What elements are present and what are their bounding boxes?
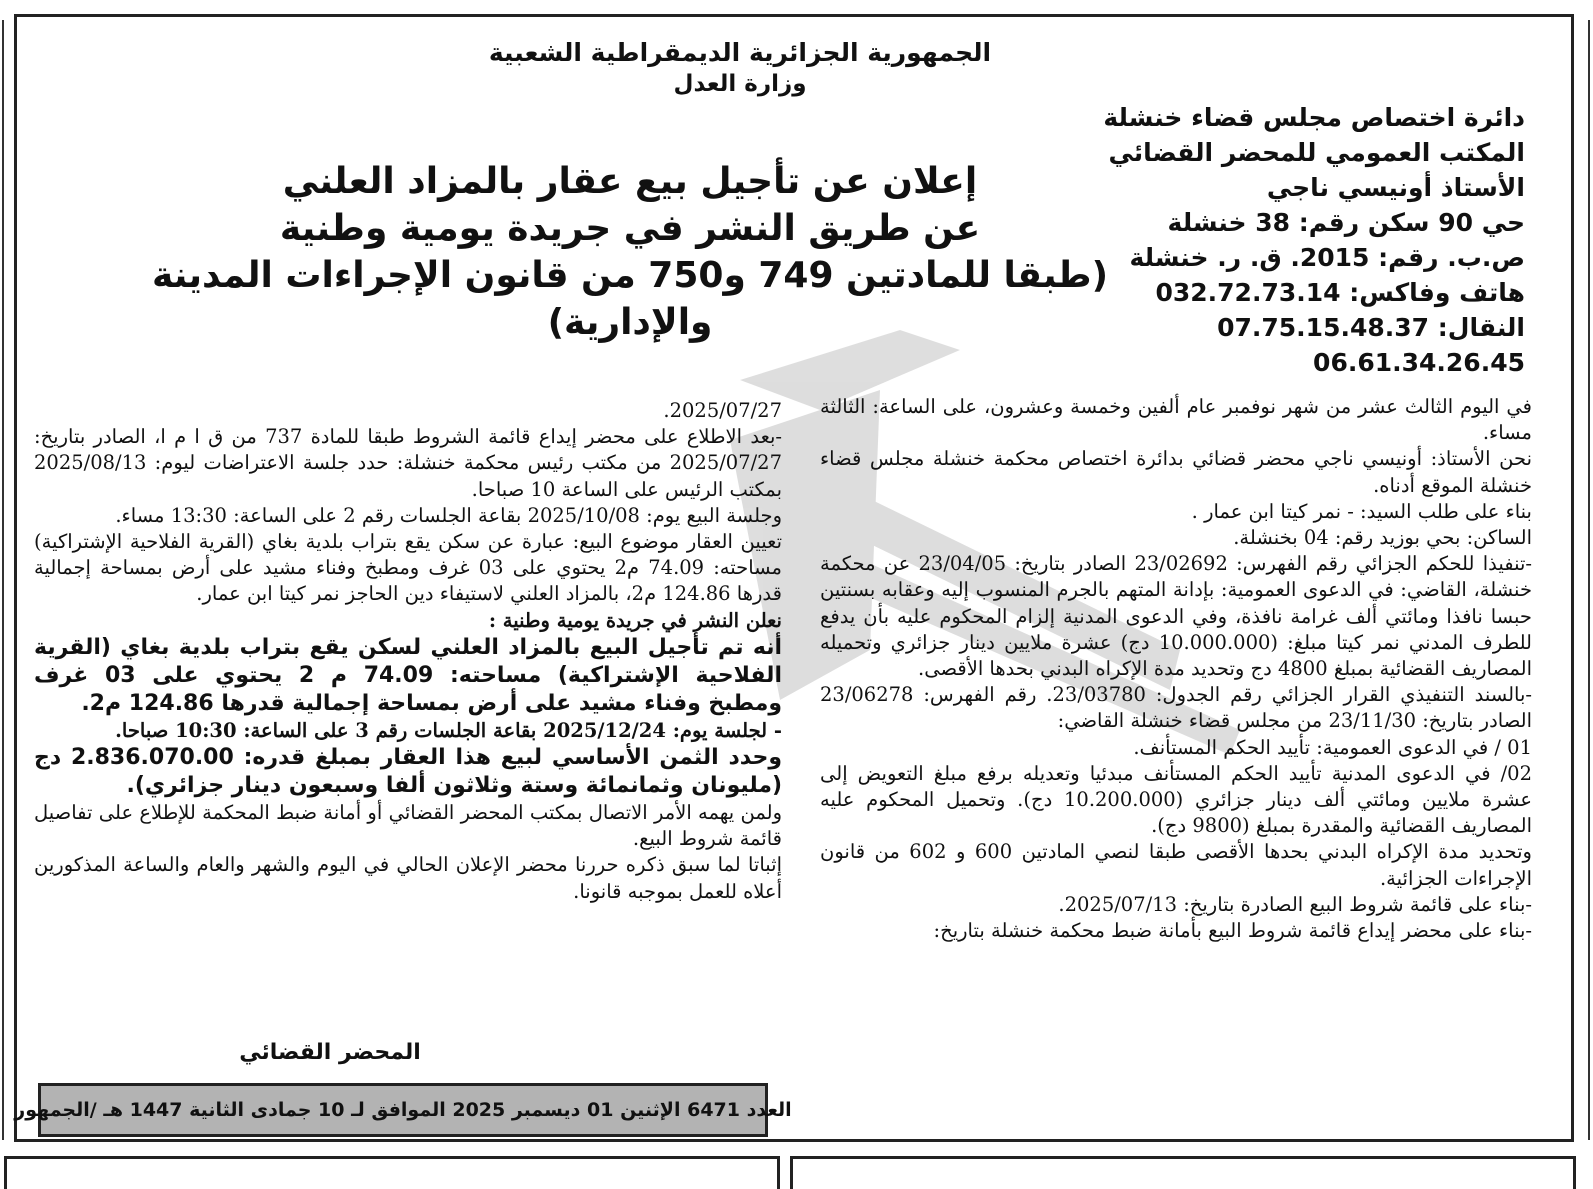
- new-session-paragraph: - لجلسة يوم: 2025/12/24 بقاعة الجلسات رقم 3 على الساعة: 10:30 صباحا.: [115, 718, 782, 742]
- contact-paragraph: ولمن يهمه الأمر الاتصال بمكتب المحضر القضائي أو أمانة ضبط المحكمة للإطلاع على تفاصيل قائمة شروط البيع.: [34, 801, 782, 851]
- bodily-coercion-paragraph: وتحديد مدة الإكراه البدني بحدها الأقصى طبقا لنصي المادتين 600 و 602 من قانون الإجراءات الجزائية.: [820, 840, 1532, 890]
- residence-paragraph: الساكن: بحي بوزيد رقم: 04 بخنشلة.: [1233, 526, 1532, 550]
- attestation-paragraph: إثباتا لما سبق ذكره حررنا محضر الإعلان الحالي في اليوم والشهر والعام والساعة المذكورين أعلاه للعمل بموجبه قانونا.: [34, 853, 782, 903]
- bailiff-identity-paragraph: نحن الأستاذ: أونيسي ناجي محضر قضائي بدائرة اختصاص محكمة خنشلة مجلس قضاء خنشلة الموقع أدناه.: [820, 447, 1532, 497]
- bailiff-name: الأستاذ أونيسي ناجي: [1266, 173, 1525, 202]
- deposit-date: 2025/07/27.: [663, 399, 782, 422]
- next-announcement-strip: [0, 1150, 1593, 1184]
- office-name: المكتب العمومي للمحضر القضائي: [1108, 138, 1525, 167]
- next-box-left: [4, 1156, 780, 1189]
- civil-action-paragraph: 02/ في الدعوى المدنية تأييد الحكم المستأنف مبدئيا وتعديله برفع مبلغ التعويض إلى عشرة ملايين ومائتي ألف دينار جزائري (10.200.000 دج). وتحميل المحكوم عليه المصاريف القضائية والمقدرة بمبلغ (9800 دج).: [820, 761, 1532, 838]
- sale-conditions-paragraph: -بناء على قائمة شروط البيع الصادرة بتاريخ: 2025/07/13.: [1058, 892, 1532, 916]
- objections-session-paragraph: -بعد الاطلاع على محضر إيداع قائمة الشروط طبقا للمادة 737 من ق ا م ا، الصادر بتاريخ: 2025/07/27 من مكتب رئيس محكمة خنشلة: حدد جلسة الاعتراضات ليوم: 2025/08/13 بمكتب الرئيس على الساعة 10 صباحا.: [34, 425, 783, 501]
- title-line-1: إعلان عن تأجيل بيع عقار بالمزاد العلني: [282, 161, 978, 202]
- state-header: [420, 38, 1060, 97]
- right-page-rule: [1588, 20, 1590, 1140]
- newspaper-issue-footer: [14, 1083, 792, 1137]
- office-mobile-1: النقال: 07.75.15.48.37: [1217, 313, 1525, 342]
- criminal-judgment-paragraph: -تنفيذا للحكم الجزائي رقم الفهرس: 23/02692 الصادر بتاريخ: 23/04/05 عن محكمة خنشلة، القاضي: في الدعوى العمومية: بإدانة المتهم بالجرم المنسوب إليه وعقابه بسنتين حبسا نافذا ومائتي ألف غرامة نافذة، وفي الدعوى المدنية إلزام المحكوم عليه بأن يدفع للطرف المدني نمر كيتا مبلغ: (10.000.000 دج) عشرة ملايين دينار جزائري وتحميله المصاريف القضائية بمبلغ 4800 دج وتحديد مدة الإكراه البدني بحدها الأقصى.: [820, 552, 1533, 681]
- ministry-name: وزارة العدل: [673, 71, 807, 97]
- left-page-rule: [2, 20, 4, 1140]
- next-box-right: [790, 1156, 1576, 1189]
- deposit-record-paragraph: -بناء على محضر إيداع قائمة شروط البيع بأمانة ضبط محكمة خنشلة بتاريخ:: [933, 919, 1532, 943]
- office-phone-fax: هاتف وفاكس: 032.72.73.14: [1155, 278, 1525, 307]
- title-line-3: (طبقا للمادتين 749 و750 من قانون الإجراءات المدينة والإدارية): [151, 255, 1109, 343]
- office-jurisdiction: دائرة اختصاص مجلس قضاء خنشلة: [1103, 103, 1525, 132]
- bailiff-signature: المحضر القضائي: [239, 1040, 421, 1065]
- publication-heading: نعلن النشر في جريدة يومية وطنية :: [488, 608, 782, 632]
- office-po-box: ص.ب. رقم: 2015. ق. ر. خنشلة: [1129, 243, 1525, 272]
- property-description-paragraph: تعيين العقار موضوع البيع: عبارة عن سكن يقع بتراب بلدية بغاي (القرية الفلاحية الإشتراكية) مساحته: 74.09 م2 يحتوي على 03 غرف ومطبخ وفناء مشيد على أرض بمساحة إجمالية قدرها 124.86 م2، بالمزاد العلني لاستيفاء دين الحاجز نمر كيتا ابن عمار.: [34, 530, 782, 606]
- postponement-paragraph: أنه تم تأجيل البيع بالمزاد العلني لسكن يقع بتراب بلدية بغاي (القرية الفلاحية الإشتراكية) مساحته: 74.09 م 2 يحتوي على 03 غرف ومطبخ وفناء مشيد على أرض بمساحة إجمالية قدرها 124.86 م2.: [34, 634, 782, 716]
- public-action-paragraph: 01 / في الدعوى العمومية: تأييد الحكم المستأنف.: [1133, 735, 1532, 759]
- executive-decision-paragraph: -بالسند التنفيذي القرار الجزائي رقم الجدول: 23/03780. رقم الفهرس: 23/06278 الصادر بتاريخ: 23/11/30 من مجلس قضاء خنشلة القاضي:: [820, 683, 1533, 733]
- title-line-2: عن طريق النشر في جريدة يومية وطنية: [279, 208, 981, 249]
- base-price-paragraph: وحدد الثمن الأساسي لبيع هذا العقار بمبلغ قدره: 2.836.070.00 دج (مليونان وثمانمائة وستة وثلاثون ألفا وسبعون دينار جزائري).: [34, 745, 783, 799]
- requester-paragraph: بناء على طلب السيد: - نمر كيتا ابن عمار .: [1191, 499, 1532, 523]
- right-text-column: [820, 394, 1532, 944]
- republic-name: الجمهورية الجزائرية الديمقراطية الشعبية: [488, 38, 992, 67]
- announcement-title: [150, 158, 1110, 346]
- sale-session-paragraph: وجلسة البيع يوم: 2025/10/08 بقاعة الجلسات رقم 2 على الساعة: 13:30 مساء.: [115, 503, 782, 527]
- left-text-column: [34, 398, 782, 905]
- issue-info: العدد 6471 الإثنين 01 ديسمبر 2025 الموافق لـ 10 جمادى الثانية 1447 هـ /الجمهور: [14, 1099, 792, 1121]
- notice-date-paragraph: في اليوم الثالث عشر من شهر نوفمبر عام ألفين وخمسة وعشرون، على الساعة: الثالثة مساء.: [820, 395, 1532, 445]
- office-address: حي 90 سكن رقم: 38 خنشلة: [1167, 208, 1525, 237]
- bailiff-office-block: [1065, 100, 1525, 380]
- office-mobile-2: 06.61.34.26.45: [1313, 348, 1525, 377]
